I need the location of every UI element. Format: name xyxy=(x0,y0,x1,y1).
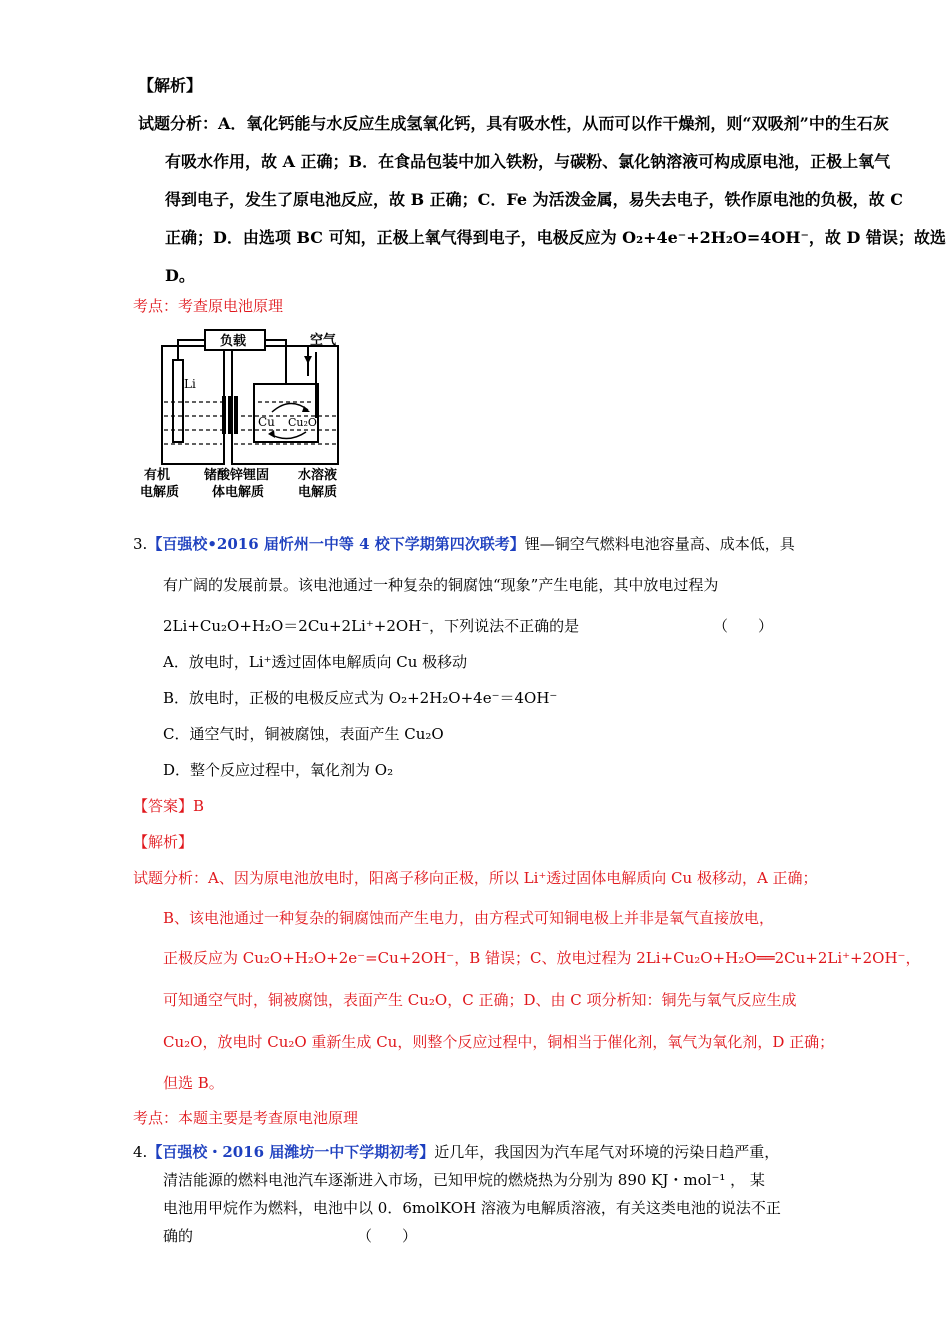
q2-analysis-line-3: 得到电子，发生了原电池反应，故 B 正确；C．Fe 为活泼金属，易失去电子，铁作原电池的负极，故 C xyxy=(165,190,903,209)
q2-analysis-line-5: D。 xyxy=(165,266,195,285)
q3-option-d: D．整个反应过程中，氧化剂为 O₂ xyxy=(163,761,394,779)
q3-bracket: （ ） xyxy=(713,617,774,635)
battery-diagram xyxy=(140,326,360,504)
q2-jiexi-label: 【解析】 xyxy=(138,76,203,95)
cu-label: Cu xyxy=(258,415,275,429)
q3-analysis-line-5: Cu₂O，放电时 Cu₂O 重新生成 Cu，则整个反应过程中，铜相当于催化剂，氧气为氧化剂，D 正确； xyxy=(163,1033,835,1051)
q4-stem-line-4: 确的 xyxy=(163,1227,194,1245)
q4-bracket: （ ） xyxy=(357,1227,418,1245)
label-aqueous-1: 水溶液 xyxy=(298,468,338,483)
label-organic-2: 电解质 xyxy=(140,485,180,500)
q3-source: 【百强校•2016 届忻州一中等 4 校下学期第四次联考】 xyxy=(147,535,525,553)
q3-analysis-line-3: 正极反应为 Cu₂O+H₂O+2e⁻=Cu+2OH⁻，B 错误；C、放电过程为 2Li+Cu₂O+H₂O══2Cu+2Li⁺+2OH⁻， xyxy=(163,949,921,967)
q3-option-a: A．放电时，Li⁺透过固体电解质向 Cu 极移动 xyxy=(163,653,468,671)
q2-analysis-line-4: 正确；D．由选项 BC 可知，正极上氧气得到电子，电极反应为 O₂+4e⁻+2H₂O=4OH⁻，故 D 错误；故选 xyxy=(165,228,946,247)
label-solid-1: 锗酸锌锂固 xyxy=(204,468,270,483)
q3-analysis-line-1: 试题分析：A、因为原电池放电时，阳离子移向正极，所以 Li⁺透过固体电解质向 Cu 极移动，A 正确； xyxy=(133,869,818,887)
q3-analysis-line-6: 但选 B。 xyxy=(163,1074,224,1092)
q3-stem-1: 锂—铜空气燃料电池容量高、成本低，具 xyxy=(524,535,795,553)
label-aqueous-2: 电解质 xyxy=(298,485,338,500)
q2-analysis-line-1: 试题分析：A．氧化钙能与水反应生成氢氧化钙，具有吸水性，从而可以作干燥剂，则“双吸剂”中的生石灰 xyxy=(138,114,889,133)
q3-analysis-line-2: B、该电池通过一种复杂的铜腐蚀而产生电力，由方程式可知铜电极上并非是氧气直接放电， xyxy=(163,909,775,927)
q4-stem-line-2: 清洁能源的燃料电池汽车逐渐进入市场，已知甲烷的燃烧热为分别为 890 KJ・mol⁻¹ ， 某 xyxy=(163,1171,765,1189)
q4-stem-line-1 xyxy=(133,1142,779,1162)
q3-stem-line-3: 2Li+Cu₂O+H₂O＝2Cu+2Li⁺+2OH⁻，下列说法不正确的是 xyxy=(163,617,580,635)
air-label: 空气 xyxy=(310,333,337,348)
q3-answer: 【答案】B xyxy=(133,797,205,815)
q4-stem-line-3: 电池用甲烷作为燃料，电池中以 0．6molKOH 溶液为电解质溶液，有关这类电池的说法不正 xyxy=(163,1199,781,1217)
solid-electrolyte xyxy=(222,396,238,434)
q3-kaodian: 考点：本题主要是考查原电池原理 xyxy=(133,1109,359,1127)
q3-analysis-line-4: 可知通空气时，铜被腐蚀，表面产生 Cu₂O，C 正确；D、由 C 项分析知：铜先与氧气反应生成 xyxy=(163,991,797,1009)
q2-kaodian: 考点：考查原电池原理 xyxy=(133,297,284,315)
cu2o-label: Cu₂O xyxy=(288,416,317,429)
q3-number: 3. xyxy=(133,535,148,553)
label-solid-2: 体电解质 xyxy=(212,485,265,500)
load-label: 负载 xyxy=(220,334,247,349)
q3-stem-line-2: 有广阔的发展前景。该电池通过一种复杂的铜腐蚀“现象”产生电能，其中放电过程为 xyxy=(163,576,719,594)
q2-analysis-line-2: 有吸水作用，故 A 正确；B．在食品包装中加入铁粉，与碳粉、氯化钠溶液可构成原电池，正极上氧气 xyxy=(165,152,891,171)
q4-source: 【百强校・2016 届潍坊一中下学期初考】 xyxy=(147,1143,435,1161)
q4-stem-1: 近几年，我国因为汽车尾气对环境的污染日趋严重， xyxy=(434,1143,780,1161)
q4-number: 4. xyxy=(133,1143,148,1161)
li-label: Li xyxy=(184,377,196,391)
q3-jiexi-label: 【解析】 xyxy=(133,833,194,851)
left-cell xyxy=(162,346,224,464)
label-organic-1: 有机 xyxy=(144,468,171,483)
q3-option-b: B．放电时，正极的电极反应式为 O₂+2H₂O+4e⁻＝4OH⁻ xyxy=(163,689,558,707)
q3-stem-line-1 xyxy=(133,534,795,554)
q3-option-c: C．通空气时，铜被腐蚀，表面产生 Cu₂O xyxy=(163,725,444,743)
